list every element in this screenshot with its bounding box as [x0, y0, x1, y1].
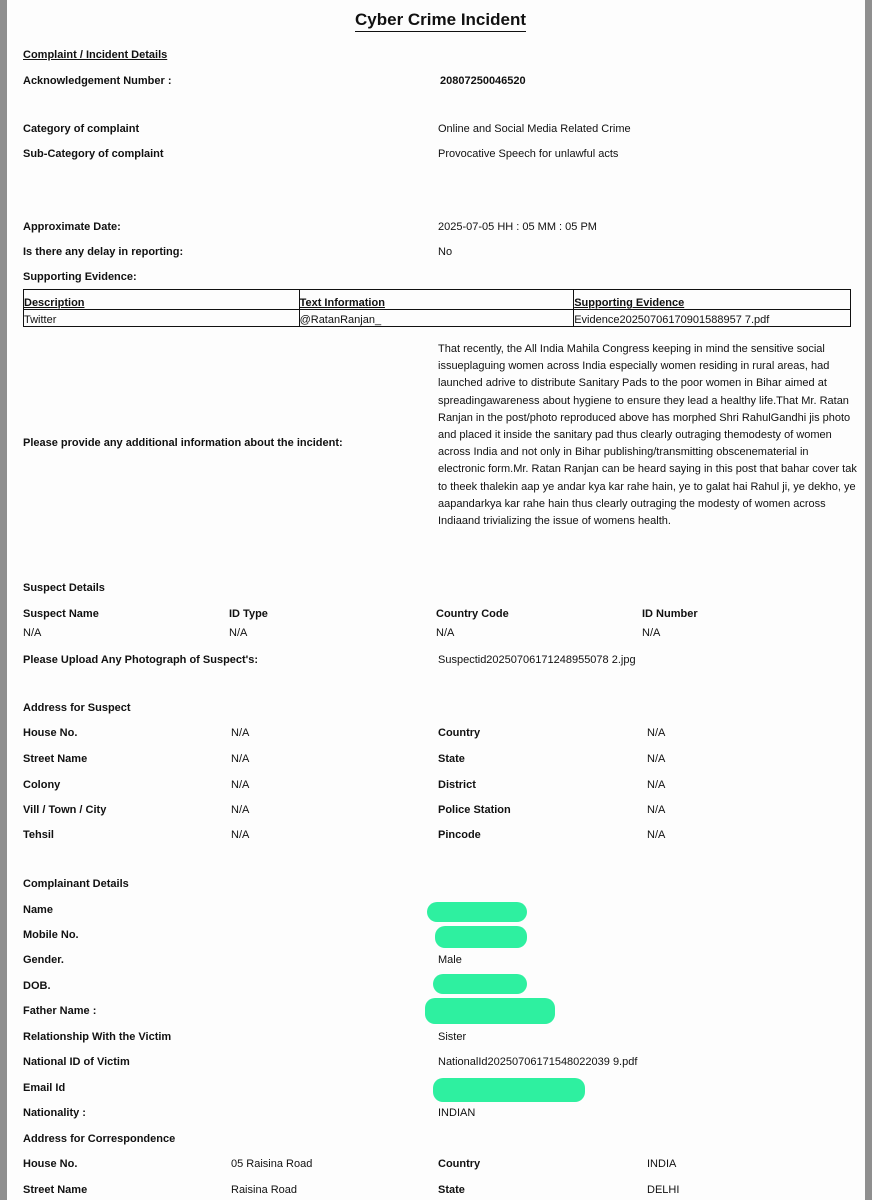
redaction-mark-father [425, 998, 555, 1024]
suspect-photo-label: Please Upload Any Photograph of Suspect's: [23, 654, 259, 666]
suspect-police-value: N/A [647, 804, 666, 816]
suspect-tehsil-label: Tehsil [23, 829, 54, 841]
corr-state-label: State [438, 1184, 465, 1196]
correspondence-heading: Address for Correspondence [23, 1133, 176, 1145]
evidence-header-evidence: Supporting Evidence [574, 290, 851, 310]
complainant-natid-file[interactable]: NationalId20250706171548022039 9.pdf [438, 1056, 638, 1068]
complainant-gender-label: Gender. [23, 954, 64, 966]
evidence-label: Supporting Evidence: [23, 271, 137, 283]
ack-value: 20807250046520 [440, 75, 526, 87]
suspect-city-label: Vill / Town / City [23, 804, 107, 816]
complainant-name-label: Name [23, 904, 53, 916]
complainant-relation-label: Relationship With the Victim [23, 1031, 172, 1043]
complainant-email-label: Email Id [23, 1082, 66, 1094]
ack-label: Acknowledgement Number : [23, 75, 172, 87]
additional-info-text: That recently, the All India Mahila Congress keeping in mind the sensitive social issueplaguing women across India especially women residing in rural areas, had launched adrive to distribute Sanitary Pads to the poor women in Bihar aimed at spreadingawareness about hygiene to ensure they lead a healthy life.That Mr. Ratan Ranjan in the post/photo reproduced above has morphed Shri RahulGandhi jis photo and placed it inside the sanitary pad thus clearly outraging themodesty of women across India and not only in Bihar publishing/transmitting obscenematerial in electronic form.Mr. Ratan Ranjan can be heard saying in this post that bahar cover tak to theek thalekin aap ye andar kya kar rahe hain, ye to galat hai Rahul ji, ye dekho, ye aapandarkya kar rahe hain thus clearly outraging the modesty of women across Indiaand trivializing the issue of womens health. [438, 343, 857, 528]
category-value: Online and Social Media Related Crime [438, 123, 631, 135]
suspect-idnumber-header: ID Number [642, 608, 698, 620]
suspect-city-value: N/A [231, 804, 250, 816]
delay-label: Is there any delay in reporting: [23, 246, 184, 258]
evidence-header-text: Text Information [299, 290, 574, 310]
corr-house-label: House No. [23, 1158, 78, 1170]
suspect-pincode-value: N/A [647, 829, 666, 841]
complainant-nationality-value: INDIAN [438, 1107, 476, 1119]
suspect-address-heading: Address for Suspect [23, 702, 131, 714]
delay-value: No [438, 246, 453, 258]
suspect-house-label: House No. [23, 727, 78, 739]
additional-info-label: Please provide any additional information about the incident: [23, 437, 343, 449]
complainant-natid-label: National ID of Victim [23, 1056, 130, 1068]
complainant-relation-value: Sister [438, 1031, 467, 1043]
evidence-file-link[interactable]: Evidence20250706170901588957 7.pdf [574, 310, 851, 327]
suspect-colony-value: N/A [231, 779, 250, 791]
suspect-country-label: Country [438, 727, 481, 739]
evidence-header-row [24, 290, 851, 310]
document-page [7, 0, 865, 1200]
suspect-name-value: N/A [23, 627, 42, 639]
date-label: Approximate Date: [23, 221, 121, 233]
subcategory-value: Provocative Speech for unlawful acts [438, 148, 619, 160]
corr-house-value: 05 Raisina Road [231, 1158, 313, 1170]
corr-state-value: DELHI [647, 1184, 680, 1196]
redaction-mark-mobile [435, 926, 527, 948]
redaction-mark-email [433, 1078, 585, 1102]
date-value: 2025-07-05 HH : 05 MM : 05 PM [438, 221, 597, 233]
incident-heading: Complaint / Incident Details [23, 49, 168, 61]
suspect-tehsil-value: N/A [231, 829, 250, 841]
page-title: Cyber Crime Incident [355, 10, 526, 32]
suspect-photo-file[interactable]: Suspectid20250706171248955078 2.jpg [438, 654, 636, 666]
category-label: Category of complaint [23, 123, 140, 135]
corr-street-value: Raisina Road [231, 1184, 298, 1196]
suspect-street-value: N/A [231, 753, 250, 765]
evidence-header-description: Description [24, 290, 300, 310]
complainant-dob-label: DOB. [23, 980, 51, 992]
complainant-gender-value: Male [438, 954, 462, 966]
suspect-house-value: N/A [231, 727, 250, 739]
evidence-text: @RatanRanjan_ [299, 310, 574, 327]
evidence-table [23, 289, 851, 327]
corr-street-label: Street Name [23, 1184, 88, 1196]
suspect-country-header: Country Code [436, 608, 509, 620]
suspect-pincode-label: Pincode [438, 829, 481, 841]
suspect-district-label: District [438, 779, 476, 791]
redaction-mark-name [427, 902, 527, 922]
suspect-name-header: Suspect Name [23, 608, 99, 620]
complainant-nationality-label: Nationality : [23, 1107, 86, 1119]
suspect-street-label: Street Name [23, 753, 88, 765]
complainant-father-label: Father Name : [23, 1005, 97, 1017]
suspect-country-value: N/A [436, 627, 455, 639]
complainant-heading: Complainant Details [23, 878, 129, 890]
suspect-country-value: N/A [647, 727, 666, 739]
suspect-idtype-value: N/A [229, 627, 248, 639]
suspect-idtype-header: ID Type [229, 608, 268, 620]
evidence-row [24, 310, 851, 327]
evidence-description: Twitter [24, 310, 300, 327]
corr-country-label: Country [438, 1158, 481, 1170]
suspect-idnumber-value: N/A [642, 627, 661, 639]
suspect-police-label: Police Station [438, 804, 511, 816]
subcategory-label: Sub-Category of complaint [23, 148, 164, 160]
complainant-mobile-label: Mobile No. [23, 929, 79, 941]
corr-country-value: INDIA [647, 1158, 677, 1170]
suspect-colony-label: Colony [23, 779, 61, 791]
suspect-district-value: N/A [647, 779, 666, 791]
suspect-state-label: State [438, 753, 465, 765]
suspect-state-value: N/A [647, 753, 666, 765]
redaction-mark-dob [433, 974, 527, 994]
suspect-heading: Suspect Details [23, 582, 105, 594]
